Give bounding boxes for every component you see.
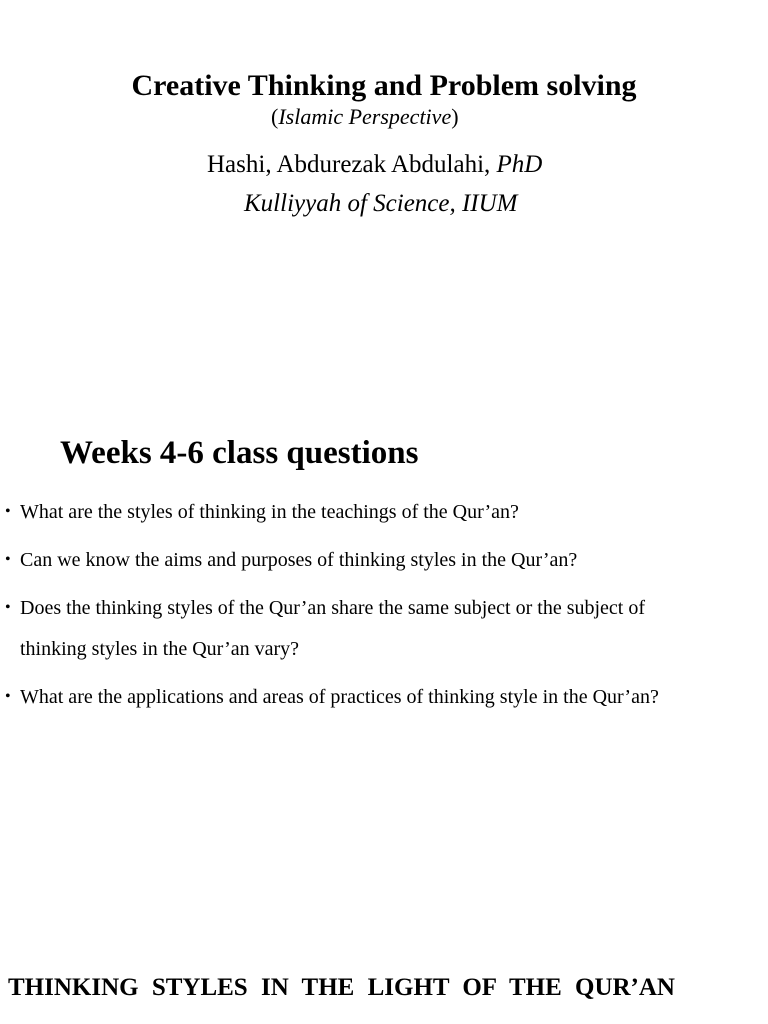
bullet-icon: • <box>5 503 11 520</box>
question-text: What are the styles of thinking in the teachings of the Qur’an? <box>20 501 519 523</box>
question-text: Can we know the aims and purposes of thinking styles in the Qur’an? <box>20 549 578 571</box>
subtitle <box>271 103 459 131</box>
subtitle-close-paren: ) <box>451 104 459 129</box>
subtitle-text: Islamic Perspective <box>278 104 452 129</box>
bullet-icon: • <box>5 599 11 616</box>
section-heading: Weeks 4-6 class questions <box>60 435 419 471</box>
affiliation: Kulliyyah of Science, IIUM <box>244 190 518 217</box>
footer-heading: THINKING STYLES IN THE LIGHT OF THE QUR’AN <box>8 974 675 1001</box>
author-degree: PhD <box>496 151 543 178</box>
subtitle-open-paren: ( <box>271 104 279 129</box>
author-line <box>207 149 542 181</box>
bullet-icon: • <box>5 688 11 705</box>
author-name: Hashi, Abdurezak Abdulahi, <box>207 151 497 178</box>
question-text: thinking styles in the Qur’an vary? <box>20 638 300 660</box>
question-text: What are the applications and areas of practices of thinking style in the Qur’an? <box>20 686 659 708</box>
question-text: Does the thinking styles of the Qur’an share the same subject or the subject of <box>20 597 646 619</box>
page-title: Creative Thinking and Problem solving <box>131 69 637 102</box>
bullet-icon: • <box>5 551 11 568</box>
